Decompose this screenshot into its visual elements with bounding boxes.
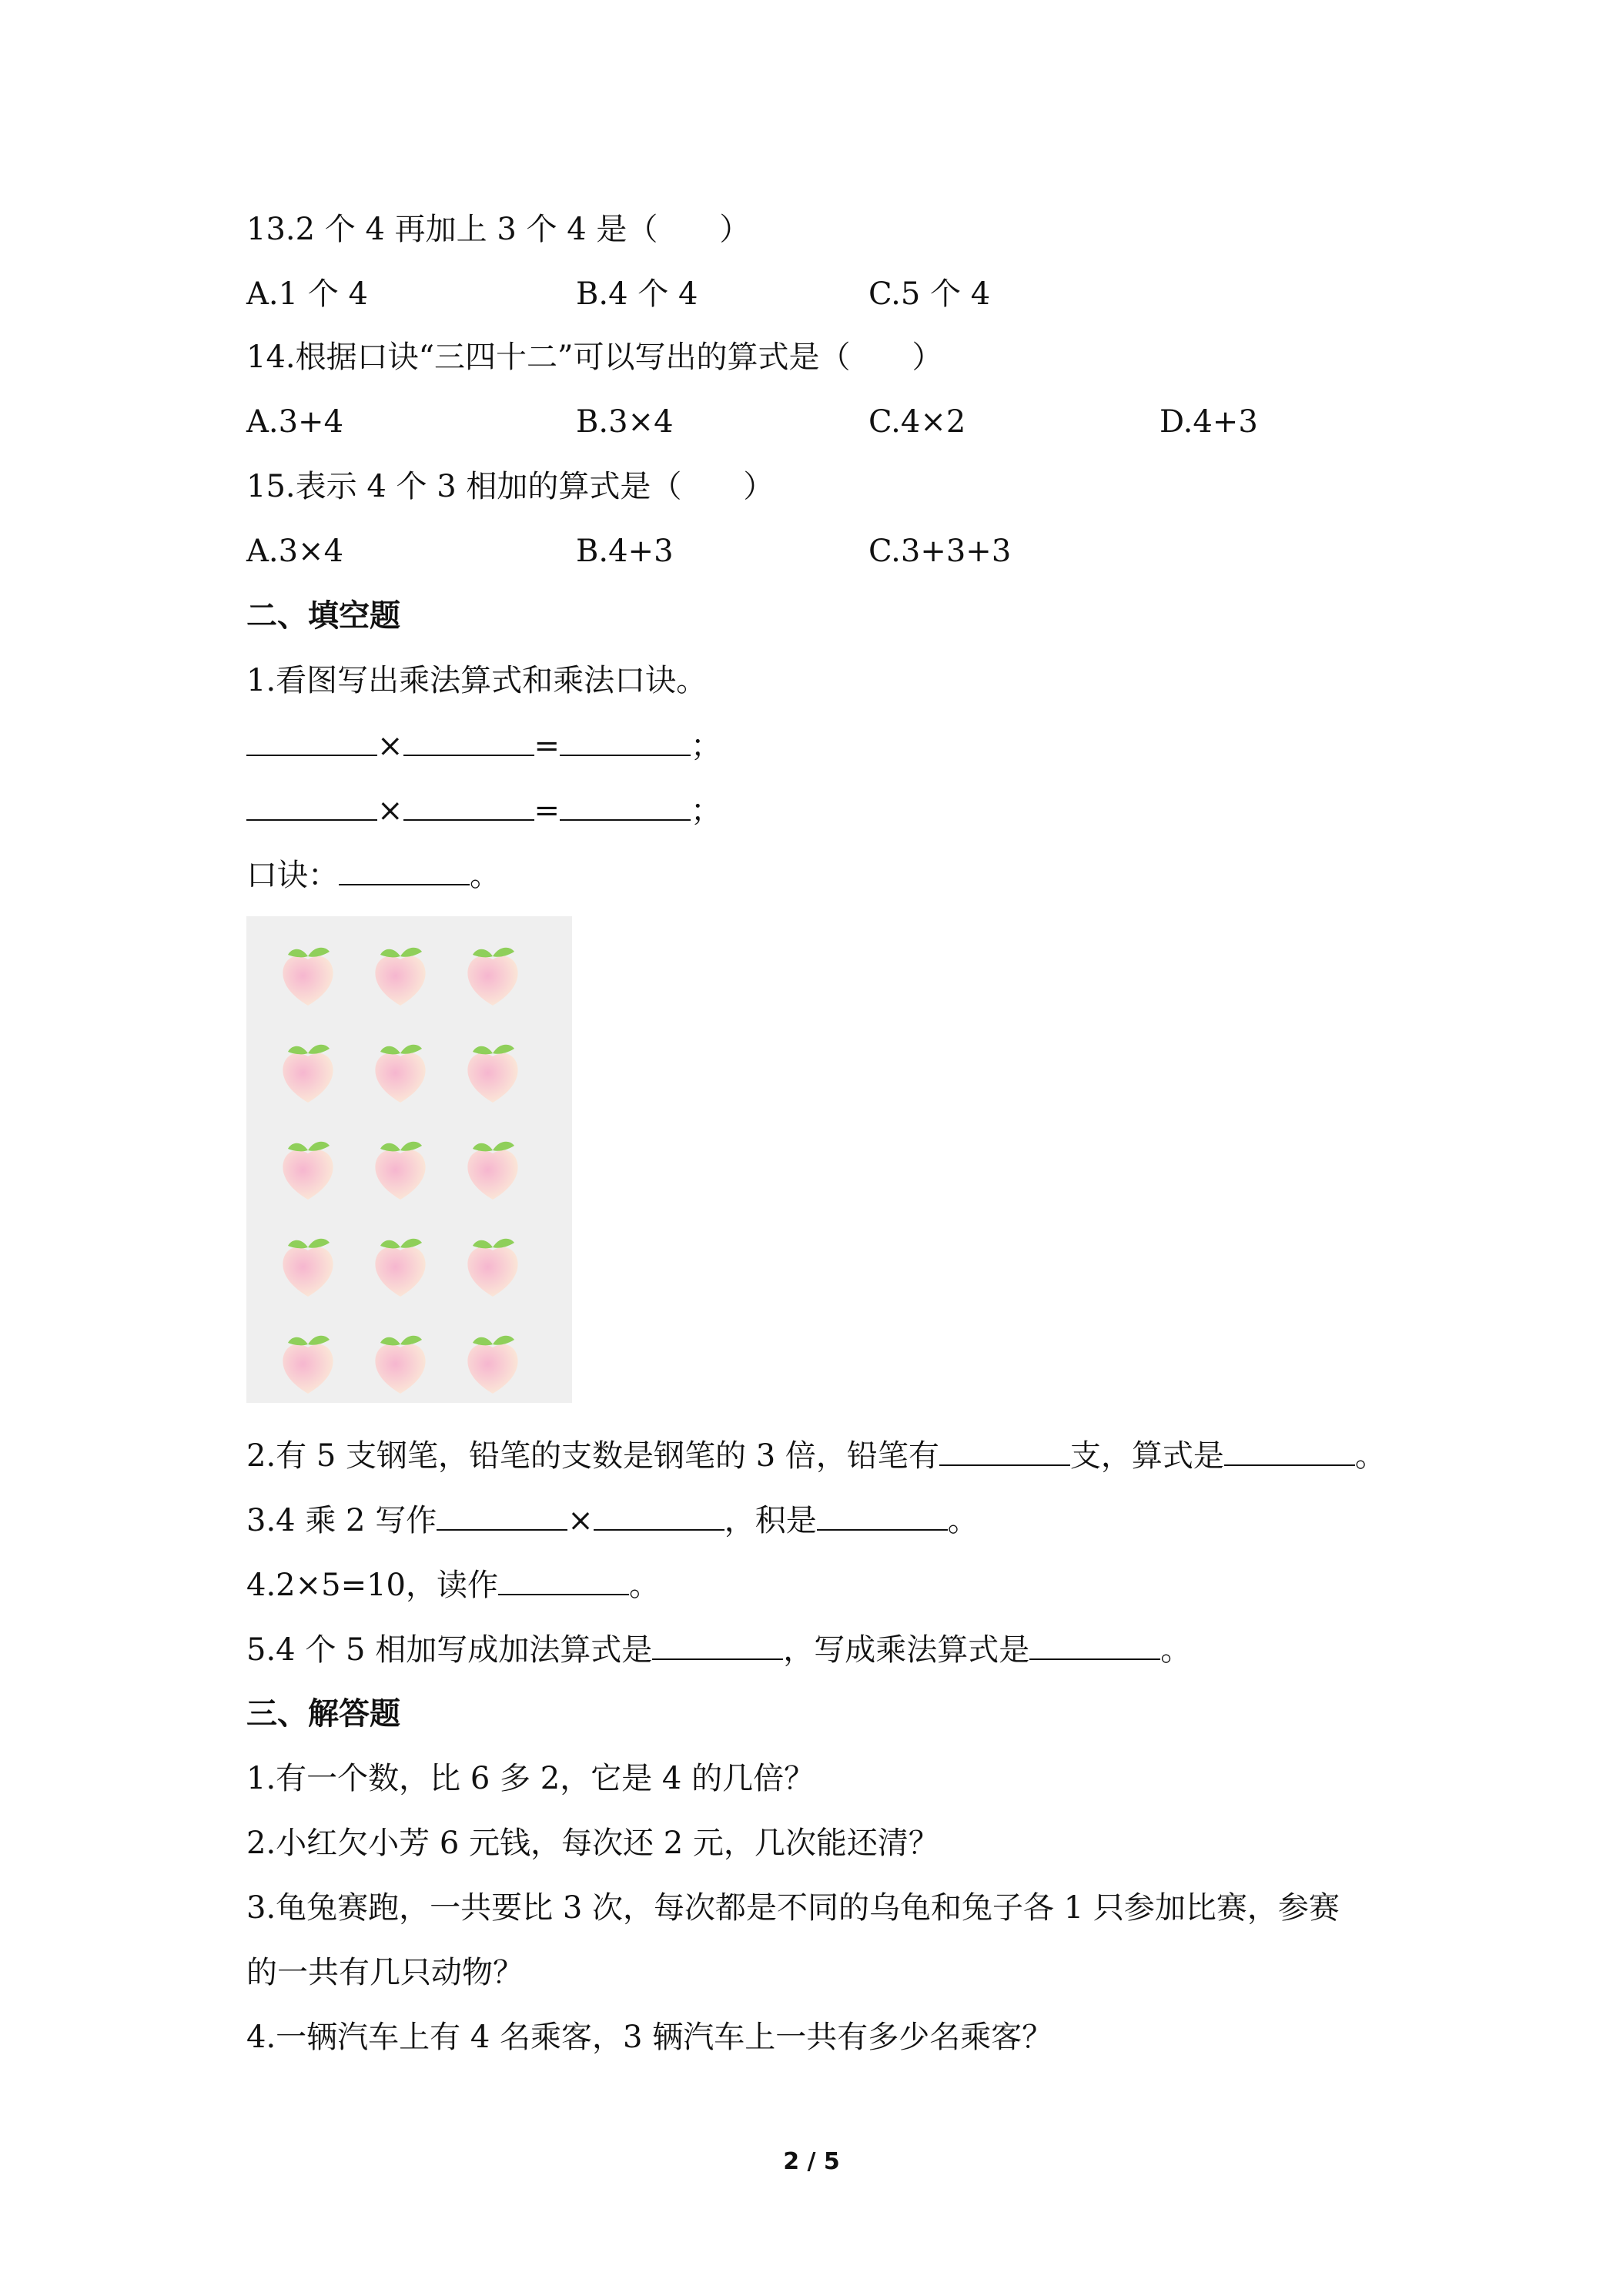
- q14-option-c: C.4×2: [868, 404, 966, 440]
- peach-icon: [277, 1036, 339, 1104]
- q15-option-b: B.4+3: [576, 534, 674, 569]
- q14-option-b: B.3×4: [576, 404, 674, 440]
- answer-blank[interactable]: [498, 1563, 629, 1595]
- section-fill-heading: 二、填空题: [246, 598, 400, 634]
- peach-icon: [462, 1230, 524, 1298]
- answer-blank[interactable]: [403, 788, 534, 821]
- answer-blank[interactable]: [246, 724, 377, 756]
- answer-blank[interactable]: [560, 788, 691, 821]
- peach-icon: [277, 1133, 339, 1201]
- solve-question-2: 2.小红欠小芳 6 元钱，每次还 2 元，几次能还清？: [246, 1826, 939, 1861]
- answer-blank[interactable]: [403, 724, 534, 756]
- answer-blank[interactable]: [939, 1434, 1070, 1466]
- peach-icon: [370, 1230, 431, 1298]
- q13-option-c: C.5 个 4: [868, 276, 991, 312]
- solve-question-3-line-1: 3.龟兔赛跑，一共要比 3 次，每次都是不同的乌龟和兔子各 1 只参加比赛，参赛: [246, 1890, 1340, 1926]
- q15-option-c: C.3+3+3: [868, 534, 1012, 569]
- answer-blank[interactable]: [1029, 1628, 1160, 1660]
- peach-icon: [370, 1036, 431, 1104]
- peach-icon: [462, 939, 524, 1007]
- answer-blank[interactable]: [1224, 1434, 1355, 1466]
- answer-blank[interactable]: [817, 1498, 948, 1531]
- fill-question-3: 3.4 乘 2 写作 × ，积是 。: [246, 1498, 979, 1542]
- section-solve-heading: 三、解答题: [246, 1696, 400, 1732]
- question-14: 14.根据口诀“三四十二”可以写出的算式是（ ）: [246, 340, 943, 375]
- fill-question-5: 5.4 个 5 相加写成加法算式是 ，写成乘法算式是 。: [246, 1628, 1191, 1672]
- solve-question-4: 4.一辆汽车上有 4 名乘客，3 辆汽车上一共有多少名乘客？: [246, 2020, 1053, 2055]
- q15-option-a: A.3×4: [246, 534, 344, 569]
- peach-icon: [277, 939, 339, 1007]
- peach-icon: [277, 1327, 339, 1395]
- peach-icon: [370, 1327, 431, 1395]
- fill-q1-equation-2: × = ；: [246, 788, 721, 832]
- page-number: 2 / 5: [783, 2148, 840, 2175]
- answer-blank[interactable]: [437, 1498, 567, 1531]
- answer-blank[interactable]: [246, 788, 377, 821]
- question-15: 15.表示 4 个 3 相加的算式是（ ）: [246, 469, 775, 504]
- solve-question-3-line-2: 的一共有几只动物？: [246, 1955, 524, 1990]
- peach-icon: [370, 1133, 431, 1201]
- peach-icon: [370, 939, 431, 1007]
- fill-q1-koujue: 口诀： 。: [246, 853, 500, 897]
- fill-question-1: 1.看图写出乘法算式和乘法口诀。: [246, 663, 708, 698]
- q14-option-a: A.3+4: [246, 404, 344, 440]
- answer-blank[interactable]: [652, 1628, 783, 1660]
- answer-blank[interactable]: [560, 724, 691, 756]
- solve-question-1: 1.有一个数，比 6 多 2，它是 4 的几倍？: [246, 1761, 815, 1796]
- q13-option-a: A.1 个 4: [246, 276, 368, 312]
- answer-blank[interactable]: [339, 853, 470, 885]
- fill-q1-equation-1: × = ；: [246, 724, 721, 768]
- q13-option-b: B.4 个 4: [576, 276, 698, 312]
- answer-blank[interactable]: [594, 1498, 724, 1531]
- peach-icon: [462, 1133, 524, 1201]
- peach-icon: [277, 1230, 339, 1298]
- peach-figure: [246, 916, 572, 1403]
- question-13: 13.2 个 4 再加上 3 个 4 是（ ）: [246, 212, 751, 247]
- q14-option-d: D.4+3: [1160, 404, 1258, 440]
- peach-icon: [462, 1036, 524, 1104]
- fill-question-4: 4.2×5=10，读作 。: [246, 1563, 660, 1607]
- fill-question-2: 2.有 5 支钢笔，铅笔的支数是钢笔的 3 倍，铅笔有 支，算式是 。: [246, 1434, 1386, 1478]
- peach-grid: [277, 939, 547, 1386]
- peach-icon: [462, 1327, 524, 1395]
